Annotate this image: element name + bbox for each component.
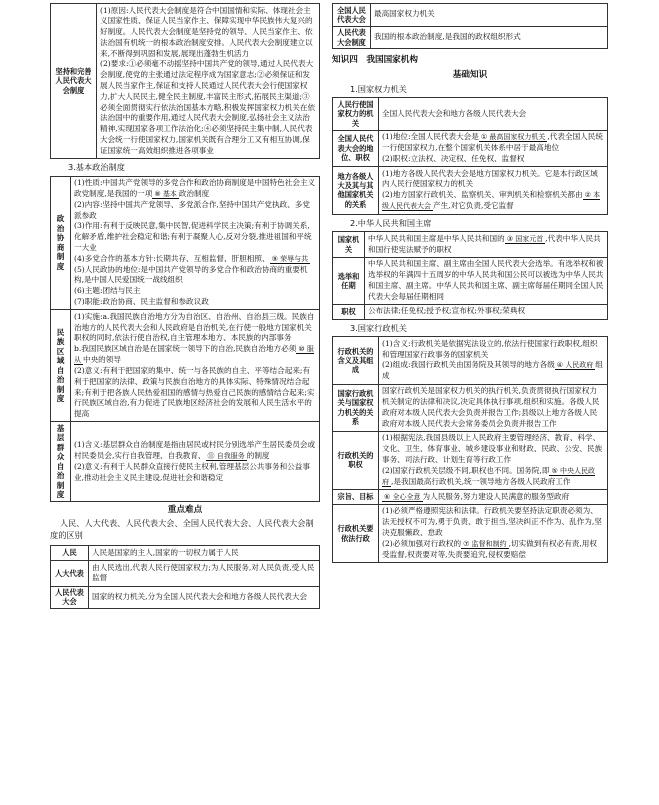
table-row <box>51 561 320 587</box>
paragraph: (1)地位:全国人民代表大会是 ① 最高国家权力机关 ,代表全国人民统一行使国家权力,在整个国家机关体系中居于最高地位 <box>382 132 603 152</box>
paragraph: (2)意义:有利于人民群众直接行使民主权利,管理基层公共事务和公益事业,推动社会主义民主建设,促进社会和谐稳定 <box>74 461 310 482</box>
row-content: 国家行政机关是国家权力机关的执行机关,负责贯彻执行国家权力机关制定的法律和决议,决定具体执行事项,组织和实施。各级人民政府对本级人民代表大会负责并报告工作;县级以上地方各级人民政府对本级人民代表大会常务委员会负责并报告工作 <box>379 384 608 431</box>
fill-blank: ⑧ 基本 <box>154 189 177 198</box>
row-content: 中华人民共和国主席、副主席由全国人民代表大会选举。有选举权和被选举权的年满四十五周岁的中华人民共和国公民可以被选为中华人民共和国主席、副主席。中华人民共和国主席、副主席每届任期同全国人民代表大会每届任期相同 <box>365 257 608 304</box>
row-content <box>71 310 320 422</box>
fill-blank: ⑤ 中央人民政府 <box>382 466 595 486</box>
row-label: 全国人民代表大会的地位、职权 <box>333 130 379 167</box>
paragraph: (5)人民政协的地位:是中国共产党领导的多党合作和政治协商的重要机构,是中国人民爱国统一战线组织 <box>74 264 308 285</box>
npc-system-table <box>50 3 320 159</box>
row-content: 全国人民代表大会和地方各级人民代表大会 <box>379 98 608 130</box>
paragraph: (7)职能:政治协商、民主监督和参政议政 <box>74 296 209 306</box>
section-heading: 2.中华人民共和国主席 <box>350 217 432 228</box>
row-label: 行政机关要依法行政 <box>333 504 379 562</box>
power-organ-table <box>332 97 608 214</box>
row-content <box>379 167 608 214</box>
paragraph: (3)作用:有利于反映民意,集中民智,促进科学民主决策;有利于协调关系,化解矛盾,维护社会稳定和谐;有利于凝聚人心,反对分裂,推进祖国和平统一大业 <box>74 221 312 252</box>
paragraph: (1)实施:a.我国民族自治地方分为自治区、自治州、自治县三级。民族自治地方的人民代表大会和人民政府是自治机关,在行使一般地方国家机关职权的同时,依法行使自治权,自主管理本地方、本民族的内部事务 <box>74 311 315 343</box>
difference-table-continued <box>332 3 608 49</box>
table-row <box>333 167 608 214</box>
table-row <box>333 130 608 167</box>
paragraph: (1)必须严格遵照宪法和法律。行政机关要坚持法定职责必须为、法无授权不可为,勇于负责、敢于担当,坚决纠正不作为、乱作为,坚决克服懒政、怠政 <box>382 506 602 538</box>
paragraph: (2)国家行政机关层级不同,职权也不同。国务院,即 ⑤ 中央人民政府 ,是我国最高行政机关,统一领导地方各级人民政府工作 <box>382 465 595 486</box>
fill-blank: ⑨ 荣辱与共 <box>271 254 309 263</box>
row-content: 人民是国家的主人,国家的一切权力属于人民 <box>89 546 320 561</box>
row-content: 最高国家权力机关 <box>371 4 608 27</box>
row-label: 人民行使国家权力的机关 <box>333 98 379 130</box>
key-points-intro: 人民、人大代表、人民代表大会、全国人民代表大会、人民代表大会制度的区别 <box>50 518 314 541</box>
table-row <box>333 384 608 431</box>
table-row <box>333 26 608 49</box>
admin-organ-table <box>332 336 608 563</box>
row-content <box>71 176 320 310</box>
row-content: ⑥ 全心全意 为人民服务,努力建设人民满意的服务型政府 <box>379 490 608 505</box>
row-content <box>379 130 608 167</box>
section-heading: 3.国家行政机关 <box>350 322 407 333</box>
row-label-vertical: 基 层 群 众 自 治 制 度 <box>51 422 71 502</box>
table-row <box>333 257 608 304</box>
row-label: 全国人民代表大会 <box>333 4 371 27</box>
difference-table <box>50 545 320 609</box>
section-heading: 3.基本政治制度 <box>68 161 125 172</box>
paragraph: (1)含义:基层群众自治制度是指由居民或村民分别选举产生居民委员会或村民委员会,实行自我管理、自我教育、 ⑪ 自我服务 的制度 <box>74 440 316 460</box>
fill-blank: ⑦ 监督和制约 <box>463 539 507 548</box>
row-label: 坚持和完善人民代表大会制度 <box>51 4 97 159</box>
table-row <box>333 98 608 130</box>
row-content: 我国的根本政治制度,是我国的政权组织形式 <box>371 26 608 49</box>
row-content <box>97 4 320 159</box>
table-row <box>51 546 320 561</box>
paragraph: (2)组成:我国行政机关由国务院及其领导的地方各级 ④ 人民政府 组成 <box>382 360 603 381</box>
fill-blank: ① 最高国家权力机关 <box>480 133 546 142</box>
row-label: 人民 <box>51 546 89 561</box>
row-label: 人民代表大会 <box>51 586 89 609</box>
paragraph: (6)主题:团结与民主 <box>74 286 141 296</box>
key-points-heading: 重点难点 <box>167 505 203 516</box>
row-content <box>71 422 320 502</box>
fill-blank: ⑪ 自我服务 <box>207 451 245 460</box>
row-content: 国家的权力机关,分为全国人民代表大会和地方各级人民代表大会 <box>89 586 320 609</box>
row-content: 中华人民共和国主席是中华人民共和国的 ③ 国家元首 ,代表中华人民共和国行使宪法赋予的职权 <box>365 232 608 258</box>
row-label: 行政机关的含义及其组成 <box>333 337 379 384</box>
table-row <box>333 232 608 258</box>
row-label: 选举和任期 <box>333 257 365 304</box>
row-label: 人民代表大会制度 <box>333 26 371 49</box>
row-label: 职权 <box>333 304 365 319</box>
row-content: 公布法律;任免权;授予权;宣布权;外事权;荣典权 <box>365 304 608 319</box>
paragraph: (2)必须加强对行政权的 ⑦ 监督和制约 ,切实做到有权必有责,用权受监督,权责要对等,失责要追究,侵权要赔偿 <box>382 538 597 559</box>
right-column <box>332 3 608 563</box>
row-content <box>379 504 608 562</box>
row-label: 人大代表 <box>51 561 89 587</box>
fill-blank: ⑥ 全心全意 <box>384 492 421 501</box>
paragraph: (2)内容:坚持中国共产党领导、多党派合作,坚持中国共产党执政、多党派参政 <box>74 199 310 220</box>
row-label: 行政机关的职权 <box>333 431 379 489</box>
section-heading: 1.国家权力机关 <box>350 83 407 94</box>
table-row <box>333 304 608 319</box>
knowledge-heading: 知识四 我国国家机构 <box>332 55 418 66</box>
paragraph: (2)要求:①必须毫不动摇坚持中国共产党的领导,通过人民代表大会制度,使党的主张通过法定程序成为国家意志;②必须保证和发展人民当家作主,保证和支持人民通过人民代表大会行使国家权力,扩大人民民主,健全民主制度,丰富民主形式,拓展民主渠道;③必须全面贯彻实行依法治国基本方略,积极发挥国家权力机关在依法治国中的重要作用,通过人民代表大会制度,弘扬社会主义法治精神,实现国家各项工作法治化;④必须坚持民主集中制,人民代表大会统一行使国家权力,国家机关既有合理分工又有相互协调,保证国家统一高效组织推进各项事业 <box>100 59 316 155</box>
fill-blank: ③ 国家元首 <box>506 234 544 243</box>
paragraph: (1)原因:人民代表大会制度是符合中国国情和实际、体现社会主义国家性质、保证人民当家作主、保障实现中华民族伟大复兴的好制度。人民代表大会制度是坚持党的领导、人民当家作主、依法治国有机统一的根本政治制度安排。人民代表大会制度建立以来,不断得到巩固和发展,展现出蓬勃生机活力 <box>100 5 313 58</box>
table-row <box>333 4 608 27</box>
row-label-vertical: 政 治 协 商 制 度 <box>51 176 71 310</box>
paragraph: (2)地方国家行政机关、监察机关、审判机关和检察机关都由 ② 本级人民代表大会 产生,对它负责,受它监督 <box>382 190 601 211</box>
row-content <box>379 337 608 384</box>
table-row <box>333 431 608 489</box>
paragraph: (1)根据宪法,我国县级以上人民政府主要管理经济、教育、科学、文化、卫生、体育事业、城乡建设事业和财政、民政、公安、民族事务、司法行政、计划生育等行政工作 <box>382 433 603 464</box>
paragraph: (1)地方各级人民代表大会是地方国家权力机关。它是本行政区域内人民行使国家权力的机关 <box>382 168 598 189</box>
table-row <box>51 422 320 502</box>
row-label: 国家行政机关与国家权力机关的关系 <box>333 384 379 431</box>
row-label: 国家机关 <box>333 232 365 258</box>
table-row <box>51 176 320 310</box>
table-row <box>333 337 608 384</box>
row-label-vertical: 民 族 区 域 自 治 制 度 <box>51 310 71 422</box>
paragraph: (4)多党合作的基本方针:长期共存、互相监督、肝胆相照、 ⑨ 荣辱与共 <box>74 253 309 263</box>
row-content <box>379 431 608 489</box>
fill-blank: ④ 人民政府 <box>556 361 594 370</box>
paragraph: (1)含义:行政机关是依据宪法设立的,依法行使国家行政职权,组织和管理国家行政事务的国家机关 <box>382 338 598 359</box>
row-label: 地方各级人大及其与其他国家机关的关系 <box>333 167 379 214</box>
paragraph: (2)意义:有利于把国家的集中、统一与各民族的自主、平等结合起来;有利于把国家的法律、政策与民族自治地方的具体实际、特殊情况结合起来;有利于把各族人民热爱祖国的感情与热爱自己民族的感情结合起来;实行民族区域自治,有力促进了民族地区经济社会的发展和人民生活水平的提高 <box>74 365 315 419</box>
paragraph: b.我国民族区域自治是在国家统一领导下的自治,民族自治地方必须 ⑩ 服从 中央的领导 <box>74 344 314 365</box>
row-content: 由人民选出,代表人民行使国家权力;为人民服务,对人民负责,受人民监督 <box>89 561 320 587</box>
table-row <box>51 4 320 159</box>
paragraph: (1)性质:中国共产党领导的多党合作和政治协商制度是中国特色社会主义政党制度,是我国的一项 ⑧ 基本 政治制度 <box>74 178 316 198</box>
paragraph: (2)职权:立法权、决定权、任免权、监督权 <box>382 153 525 163</box>
table-row <box>333 490 608 505</box>
fill-blank: ⑩ 服从 <box>74 345 314 365</box>
basics-heading: 基础知识 <box>452 69 488 80</box>
table-row <box>51 310 320 422</box>
fill-blank: ② 本级人民代表大会 <box>382 191 601 211</box>
row-label: 宗旨、目标 <box>333 490 379 505</box>
table-row <box>333 504 608 562</box>
president-table <box>332 231 608 320</box>
table-row <box>51 586 320 609</box>
left-column <box>50 3 320 609</box>
basic-political-table <box>50 176 320 503</box>
